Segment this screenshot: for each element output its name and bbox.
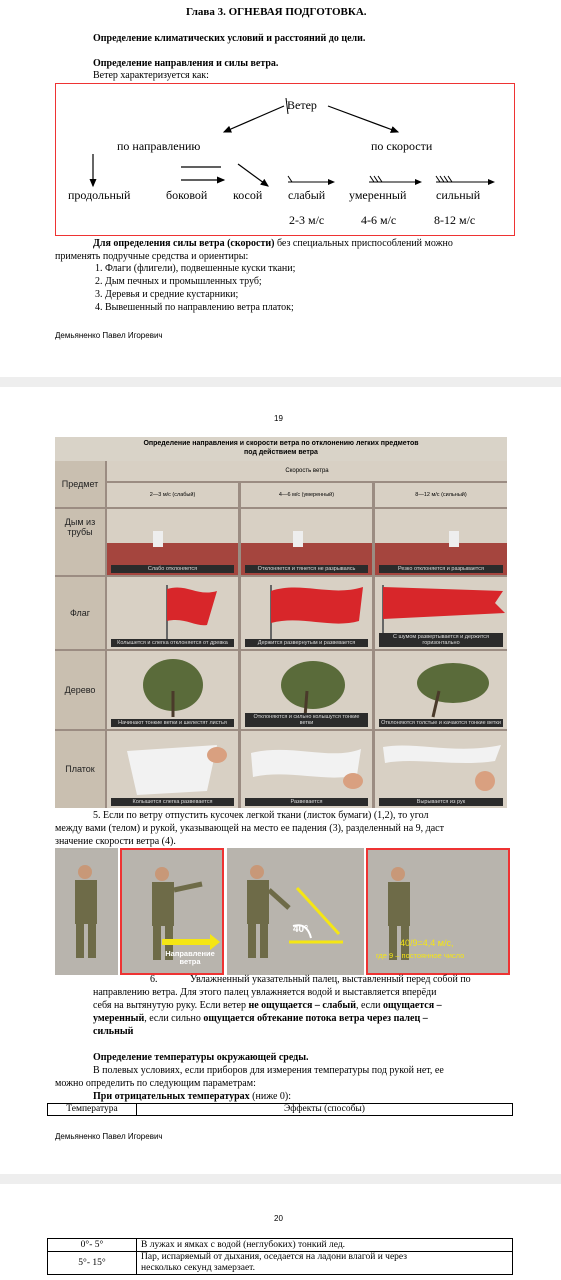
wind-classification-diagram xyxy=(55,83,515,236)
diagram-speed-type: слабый xyxy=(288,188,326,202)
poster-caption: Отклоняется и тянется не разрываясь xyxy=(245,565,368,573)
cloth-shape xyxy=(107,731,238,808)
diagram-speed-value: 2-3 м/с xyxy=(289,213,325,227)
poster-row-label: Флаг xyxy=(55,577,105,649)
diagram-speed-type: сильный xyxy=(436,188,481,202)
poster-row-label: Дерево xyxy=(55,651,105,729)
formula-note: где 9 – постоянное число xyxy=(376,951,465,960)
photo-step-2 xyxy=(120,848,224,975)
item6-part: себя на вытянутую руку. Если ветер xyxy=(93,1000,249,1011)
diagram-speed-value: 4-6 м/с xyxy=(361,213,397,227)
diagram-direction-type: продольный xyxy=(68,188,131,202)
soldier-figure xyxy=(55,848,118,975)
table-cell-effect: В лужах и ямках с водой (неглубоких) тонкий лед. xyxy=(137,1239,513,1252)
poster-cell-smoke-moderate xyxy=(241,509,372,575)
item6-bold: ощущается – xyxy=(382,1000,442,1011)
item6-text xyxy=(93,1013,428,1025)
poster-caption: Колышется и слегка отклоняется от древка xyxy=(111,639,234,647)
wind-direction-label: Направление ветра xyxy=(165,949,215,966)
poster-cell-cloth-strong xyxy=(375,731,507,808)
poster-title xyxy=(55,437,507,461)
chapter-title: Глава 3. ОГНЕВАЯ ПОДГОТОВКА. xyxy=(186,6,367,18)
page-separator xyxy=(0,1174,561,1184)
poster-caption: Вырывается из рук xyxy=(379,798,503,806)
negative-temp-bold: При отрицательных температурах xyxy=(93,1091,250,1102)
subsection-title: Определение направления и силы ветра. xyxy=(93,58,279,69)
page-number: 20 xyxy=(274,1214,283,1223)
poster-cell-flag-moderate xyxy=(241,577,372,649)
poster-cell-tree-strong xyxy=(375,651,507,729)
item6-number: 6. xyxy=(150,974,158,985)
poster-caption: Колышется слегка развевается xyxy=(111,798,234,806)
poster-caption: Отклоняются толстые и качаются тонкие ветки xyxy=(379,719,503,727)
poster-corner: Предмет xyxy=(55,461,105,507)
item6-text: направлению ветра. Для этого палец увлажняется водой и выставляется вперёди xyxy=(93,987,437,998)
effect-line: несколько секунд замерзает. xyxy=(141,1263,255,1273)
page-1 xyxy=(0,0,561,377)
section-title: Определение климатических условий и расстояний до цели. xyxy=(93,33,366,44)
item6-text: Увлажненный указательный палец, выставленный перед собой по xyxy=(190,974,471,985)
chimney-shape xyxy=(293,531,303,547)
chimney-shape xyxy=(153,531,163,547)
poster-cell-smoke-weak xyxy=(107,509,238,575)
item5-text: значение скорости ветра (4). xyxy=(55,836,176,847)
cloth-shape xyxy=(375,731,507,808)
poster-column-header: 2—3 м/с (слабый) xyxy=(107,483,238,507)
poster-caption: С шумом развертывается и держится горизонтально xyxy=(379,633,503,647)
tree-shape xyxy=(375,651,507,729)
page-separator xyxy=(0,377,561,387)
poster-cell-tree-moderate xyxy=(241,651,372,729)
poster-caption: Развевается xyxy=(245,798,368,806)
poster-caption: Начинают тонкие ветки и шелестят листья xyxy=(111,719,234,727)
negative-temp-heading xyxy=(93,1091,291,1103)
photo-step-1 xyxy=(55,848,118,975)
poster-cell-flag-strong xyxy=(375,577,507,649)
strength-paragraph-rest: без специальных приспособлений можно xyxy=(274,238,453,249)
strength-paragraph-line2: применять подручные средства и ориентиры: xyxy=(55,251,249,262)
diagram-by-speed: по скорости xyxy=(371,139,433,153)
poster-cell-flag-weak xyxy=(107,577,238,649)
wind-poster xyxy=(55,437,507,808)
poster-caption: Держится развернутым и развевается xyxy=(245,639,368,647)
intro-text: Ветер характеризуется как: xyxy=(93,70,209,81)
diagram-direction-type: боковой xyxy=(166,188,208,202)
poster-title-line1: Определение направления и скорости ветра по отклонению легких предметов xyxy=(143,440,419,447)
poster-cell-cloth-moderate xyxy=(241,731,372,808)
soldier-figure xyxy=(227,848,364,975)
strength-paragraph xyxy=(93,238,453,250)
temperature-title: Определение температуры окружающей среды. xyxy=(93,1052,309,1063)
poster-header: Скорость ветра xyxy=(107,461,507,481)
item6-text xyxy=(93,1000,442,1012)
strength-paragraph-bold: Для определения силы ветра (скорости) xyxy=(93,238,275,249)
poster-column-header: 4—6 м/с (умеренный) xyxy=(241,483,372,507)
temperature-text: можно определить по следующим параметрам: xyxy=(55,1078,256,1089)
poster-caption: Резко отклоняется и разрывается xyxy=(379,565,503,573)
list-item: 2. Дым печных и промышленных труб; xyxy=(95,276,262,287)
list-item: 3. Деревья и средние кустарники; xyxy=(95,289,239,300)
poster-row-label: Платок xyxy=(55,731,105,808)
page-number: 19 xyxy=(274,414,283,423)
table-row xyxy=(48,1239,513,1252)
temperature-table-header xyxy=(47,1103,513,1116)
list-item: 1. Флаги (флигели), подвешенные куски ткани; xyxy=(95,263,296,274)
poster-caption: Отклоняются и сильно колышутся тонкие ветки xyxy=(245,713,368,727)
cloth-shape xyxy=(241,731,372,808)
chimney-shape xyxy=(449,531,459,547)
item6-part: , если сильно xyxy=(144,1013,204,1024)
item6-bold: умеренный xyxy=(93,1013,145,1024)
poster-cell-smoke-strong xyxy=(375,509,507,575)
tree-shape xyxy=(107,651,238,729)
diagram-root: Ветер xyxy=(287,98,317,112)
author-footer: Демьяненко Павел Игоревич xyxy=(55,331,163,340)
item5-text: 5. Если по ветру отпустить кусочек легкой ткани (листок бумаги) (1,2), то угол xyxy=(93,810,429,821)
list-item: 4. Вывешенный по направлению ветра платок; xyxy=(95,302,294,313)
table-cell-effect xyxy=(137,1252,513,1275)
poster-row-label: Дым из трубы xyxy=(55,509,105,575)
poster-title-line2: под действием ветра xyxy=(244,449,318,456)
temperature-table xyxy=(47,1238,513,1275)
poster-column-header: 8—12 м/с (сильный) xyxy=(375,483,507,507)
diagram-speed-type: умеренный xyxy=(349,188,407,202)
table-cell-temp: 0°- 5° xyxy=(48,1239,137,1252)
table-header-effects: Эффекты (способы) xyxy=(137,1104,513,1116)
effect-line: Пар, испаряемый от дыхания, оседается на ладони влагой и через xyxy=(141,1252,408,1262)
table-cell-temp: 5°- 15° xyxy=(48,1252,137,1275)
table-header-temperature: Температура xyxy=(48,1104,137,1116)
poster-cell-tree-weak xyxy=(107,651,238,729)
item6-text: сильный xyxy=(93,1026,134,1037)
item6-bold: не ощущается – слабый xyxy=(248,1000,356,1011)
diagram-speed-value: 8-12 м/с xyxy=(434,213,476,227)
angle-label: 40° xyxy=(293,924,309,935)
item5-text: между вами (телом) и рукой, указывающей на место ее падения (3), разделенный на 9, даст xyxy=(55,823,444,834)
table-row xyxy=(48,1252,513,1275)
photo-step-3 xyxy=(227,848,364,975)
poster-cell-cloth-weak xyxy=(107,731,238,808)
item6-part: , если xyxy=(355,1000,383,1011)
negative-temp-rest: (ниже 0): xyxy=(249,1091,292,1102)
diagram-direction-type: косой xyxy=(233,188,263,202)
photo-step-4 xyxy=(366,848,510,975)
diagram-by-direction: по направлению xyxy=(117,139,201,153)
temperature-text: В полевых условиях, если приборов для измерения температуры под рукой нет, ее xyxy=(93,1065,444,1076)
poster-caption: Слабо отклоняется xyxy=(111,565,234,573)
formula-label: 40/9=4,4 м/с, xyxy=(400,938,454,948)
author-footer: Демьяненко Павел Игоревич xyxy=(55,1132,163,1141)
item6-bold: ощущается обтекание потока ветра через палец – xyxy=(203,1013,428,1024)
